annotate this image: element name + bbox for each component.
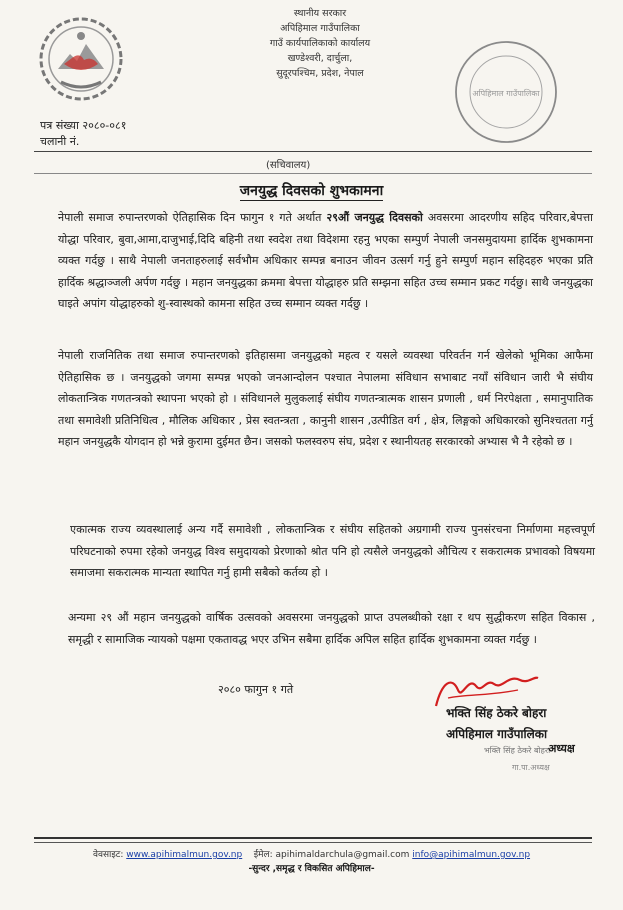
paragraph-2 bbox=[58, 345, 593, 453]
letterhead bbox=[200, 6, 440, 81]
letter-title bbox=[0, 181, 623, 200]
signatory-office: अपिहिमाल गाउँपालिका bbox=[446, 727, 548, 741]
letterhead-line: स्थानीय सरकार bbox=[293, 8, 347, 19]
signatory-title: अध्यक्ष bbox=[548, 742, 575, 755]
p1-highlight: २९औं जनयुद्ध दिवसको bbox=[326, 211, 423, 224]
p1-rest: अवसरमा आदरणीय सहिद परिवार,बेपत्ता योद्धा परिवार, बुवा,आमा,दाजुभाई,दिदि बहिनी तथा स्वदेश तथा विदेशमा रहनु भएका सम्पुर्ण नेपाली जनसमुदायमा हार्दिक शुभकामना व्यक्त गर्दछु । साथै नेपाली जनताहरुलाई सर्वभौम अधिकार सम्पन्न बनाउन जीवन उत्सर्ग गर्नु हुने सम्पुर्ण महान सहिदहरु भएका प्रति हार्दिक श्रद्धाञ्जली अर्पण गर्दछु । महान जनयुद्धका क्रममा बेपत्ता योद्धाहरु प्रति सम्झना सहित उच्च सम्मान प्रकट गर्दछु। साथै जनयुद्धका घाइते अपांग योद्धाहरुको शु-स्वास्थको कामना सहित उच्च सम्मान व्यक्त गर्दछु । bbox=[58, 211, 593, 310]
signature-stamp-line: भक्ति सिंह ठेकरे बोहरा bbox=[484, 746, 551, 755]
website-label: वेवसाइट: bbox=[92, 850, 124, 860]
paragraph-3 bbox=[70, 519, 595, 584]
paragraph-1 bbox=[58, 207, 593, 315]
email-label: ईमेल: bbox=[253, 850, 273, 860]
section-label: (सचिवालय) bbox=[266, 160, 311, 171]
footer bbox=[0, 848, 623, 876]
letterhead-line: सुदूरपश्चिम, प्रदेश, नेपाल bbox=[276, 68, 364, 79]
p3-text: एकात्मक राज्य व्यवस्थालाई अन्य गर्दै समावेशी , लोकतान्त्रिक र संघीय सहितको अग्रगामी राज्य पुनसंरचना निर्माणमा महत्त्वपूर्ण परिघटनाको रुपमा रहेको जनयुद्ध विश्व समुदायको प्रेरणाको श्रोत पनि हो त्यसैले जनयुद्धको औचित्य र सकरात्मक प्रभावको विषयमा समाजमा सकरात्मक मान्यता स्थापित गर्नु हामी सबैको कर्तव्य हो । bbox=[70, 523, 595, 579]
signature-stamp-line: गा.पा.अध्यक्ष bbox=[512, 763, 550, 772]
title-text: जनयुद्ध दिवसको शुभकामना bbox=[239, 183, 384, 199]
website-link[interactable]: www.apihimalmun.gov.np bbox=[126, 850, 243, 860]
email-link-2[interactable]: info@apihimalmun.gov.np bbox=[412, 850, 531, 860]
reference-block bbox=[40, 118, 126, 150]
signatory-block bbox=[446, 703, 547, 745]
signatory-name: भक्ति सिंह ठेकरे बोहरा bbox=[446, 706, 547, 720]
email-link-1[interactable]: apihimaldarchula@gmail.com bbox=[275, 850, 410, 860]
p1-intro: नेपाली समाज रुपान्तरणको ऐतिहासिक दिन फागुन १ गते अर्थात bbox=[58, 211, 327, 224]
section-divider bbox=[34, 173, 592, 174]
office-stamp-icon bbox=[450, 36, 562, 148]
letterhead-line: खण्डेश्वरी, दार्चुला, bbox=[287, 53, 353, 64]
letterhead-line: अपिहिमाल गाउँपालिका bbox=[280, 23, 360, 34]
letterhead-line: गाउँ कार्यपालिकाको कार्यालय bbox=[269, 38, 371, 49]
header-divider bbox=[34, 151, 592, 152]
paragraph-4 bbox=[68, 607, 595, 650]
footer-slogan: -सुन्दर ,समृद्ध र विकसित अपिहिमाल- bbox=[248, 864, 375, 874]
footer-divider bbox=[34, 837, 592, 839]
p2-text: नेपाली राजनितिक तथा समाज रुपान्तरणको इतिहासमा जनयुद्धको महत्व र यसले व्यवस्था परिवर्तन गर्न खेलेको भूमिका आफैमा ऐतिहासिक छ । जनयुद्धको जगमा सम्पन्न भएको जनआन्दोलन पश्चात नेपालमा संविधान सभाबाट नयाँ संविधान जारी भै संघीय लोकतान्त्रिक गणतन्त्रको स्थापना भएको हो । संविधानले मुलुकलाई संघीय गणतन्त्रात्मक शासन प्रणाली , धर्म निरपेक्षता , समानुपातिक तथा समावेशी प्रतिनिधित्व , मौलिक अधिकार , प्रेस स्वतन्त्रता , कानुनी शासन ,उत्पीडित वर्ग , क्षेत्र, लिङ्गको अधिकारको सुनिश्चतता गर्नु महान जनयुद्धकै योगदान हो भन्ने कुरामा दुईमत छैन। जसको फलस्वरुप संघ, प्रदेश र स्थानीयतह सरकारको अभ्यास भै नै रहेको छ । bbox=[58, 349, 593, 448]
dispatch-number: चलानी नं. bbox=[40, 135, 80, 148]
nepal-emblem-icon bbox=[36, 14, 126, 104]
letter-number: पत्र संख्या २०८०-०८१ bbox=[40, 119, 127, 132]
stamp-text: अपिहिमाल गाउँपालिका bbox=[472, 89, 540, 98]
footer-divider bbox=[34, 842, 592, 843]
letter-date: २०८० फागुन १ गते bbox=[218, 683, 294, 696]
p4-text: अन्यमा २९ औं महान जनयुद्धको वार्षिक उत्सवको अवसरमा जनयुद्धको प्राप्त उपलब्धीको रक्षा र थप सुद्धीकरण सहित विकास , समृद्धी र सामाजिक न्यायको पक्षमा एकतावद्ध भएर उभिन सबैमा हार्दिक अपिल सहित हार्दिक शुभकामना व्यक्त गर्दछु । bbox=[68, 611, 595, 646]
